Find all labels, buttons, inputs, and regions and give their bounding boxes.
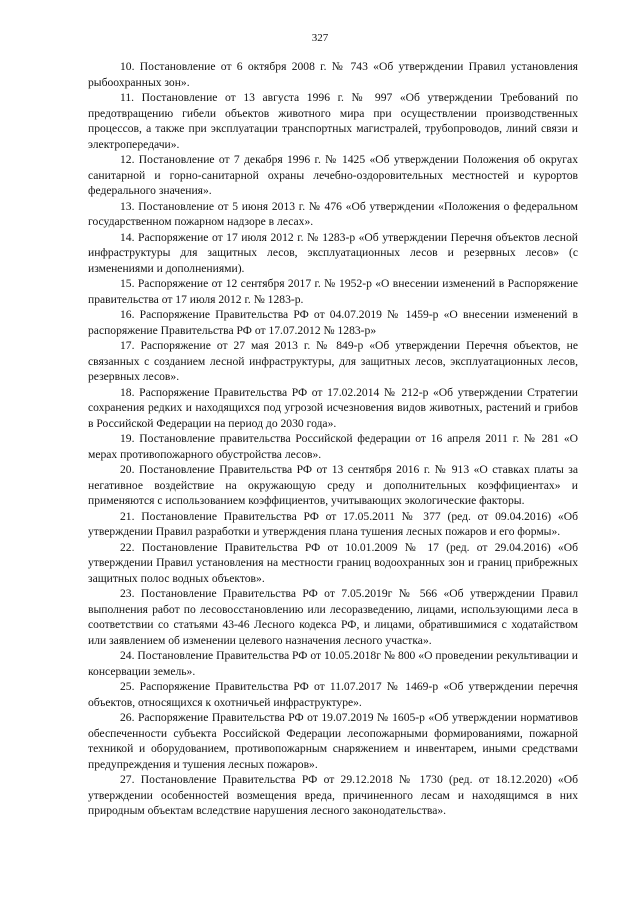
list-item: 26. Распоряжение Правительства РФ от 19.07.2019 № 1605-р «Об утверждении нормативов обеспеченности субъекта Российской Федерации лесопожарными формированиями, пожарной техникой и оборудованием, противопожарным снаряжением и инвентарем, иными средствами предупреждения и тушения лесных пожаров». xyxy=(88,711,578,771)
list-item: 14. Распоряжение от 17 июля 2012 г. № 1283-р «Об утверждении Перечня объектов лесной инфраструктуры для защитных лесов, эксплуатационных лесов и резервных лесов» (с изменениями и дополнениями). xyxy=(88,230,578,275)
list-item: 23. Постановление Правительства РФ от 7.05.2019г № 566 «Об утверждении Правил выполнения работ по лесовосстановлению или лесоразведению, лицами, использующими леса в соответствии со статьями 43-46 Лесного кодекса РФ, и лицами, обратившимися с ходатайством или заявлением об изменении целевого назначения лесного участка». xyxy=(88,587,578,647)
list-item: 15. Распоряжение от 12 сентября 2017 г. № 1952-р «О внесении изменений в Распоряжение правительства от 17 июля 2012 г. № 1283-р. xyxy=(88,277,578,306)
list-item: 10. Постановление от 6 октября 2008 г. № 743 «Об утверждении Правил установления рыбоохранных зон». xyxy=(88,60,578,89)
list-item: 22. Постановление Правительства РФ от 10.01.2009 № 17 (ред. от 29.04.2016) «Об утверждении Правил установления на местности границ водоохранных зон и границ прибрежных защитных полос водных объектов». xyxy=(88,540,578,585)
list-item: 12. Постановление от 7 декабря 1996 г. № 1425 «Об утверждении Положения об округах санитарной и горно-санитарной охраны лечебно-оздоровительных местностей и курортов федерального значения». xyxy=(88,153,578,197)
list-item: 27. Постановление Правительства РФ от 29.12.2018 № 1730 (ред. от 18.12.2020) «Об утверждении особенностей возмещения вреда, причиненного лесам и находящимся в них природным объектам вследствие нарушения лесного законодательства». xyxy=(88,773,578,817)
page-number: 327 xyxy=(311,32,329,44)
list-item: 24. Постановление Правительства РФ от 10.05.2018г № 800 «О проведении рекультивации и консервации земель». xyxy=(88,649,578,678)
list-item: 25. Распоряжение Правительства РФ от 11.07.2017 № 1469-р «Об утверждении перечня объектов, относящихся к охотничьей инфраструктуре». xyxy=(88,680,578,709)
list-item: 13. Постановление от 5 июня 2013 г. № 476 «Об утверждении «Положения о федеральном государственном пожарном надзоре в лесах». xyxy=(88,199,578,228)
list-item: 20. Постановление Правительства РФ от 13 сентября 2016 г. № 913 «О ставках платы за негативное воздействие на окружающую среду и дополнительных коэффициентах» и применяются с использованием коэффициентов, учитывающих экологические факторы. xyxy=(88,463,578,507)
list-item: 17. Распоряжение от 27 мая 2013 г. № 849-р «Об утверждении Перечня объектов, не связанных с созданием лесной инфраструктуры, для защитных лесов, эксплуатационных лесов, резервных лесов». xyxy=(88,339,578,383)
list-item: 16. Распоряжение Правительства РФ от 04.07.2019 № 1459-р «О внесении изменений в распоряжение Правительства РФ от 17.07.2012 № 1283-р» xyxy=(88,308,578,337)
list-item: 11. Постановление от 13 августа 1996 г. № 997 «Об утверждении Требований по предотвращению гибели объектов животного мира при осуществлении производственных процессов, а также при эксплуатации транспортных магистралей, трубопроводов, линий связи и электропередачи». xyxy=(88,91,578,151)
list-item: 18. Распоряжение Правительства РФ от 17.02.2014 № 212-р «Об утверждении Стратегии сохранения редких и находящихся под угрозой исчезновения видов животных, растений и грибов в Российской Федерации на период до 2030 года». xyxy=(88,385,578,430)
list-item: 21. Постановление Правительства РФ от 17.05.2011 № 377 (ред. от 09.04.2016) «Об утверждении Правил разработки и утверждения плана тушения лесных пожаров и его формы». xyxy=(88,509,578,538)
list-item: 19. Постановление правительства Российской федерации от 16 апреля 2011 г. № 281 «О мерах противопожарного обустройства лесов». xyxy=(88,432,578,461)
reference-list xyxy=(88,59,578,819)
